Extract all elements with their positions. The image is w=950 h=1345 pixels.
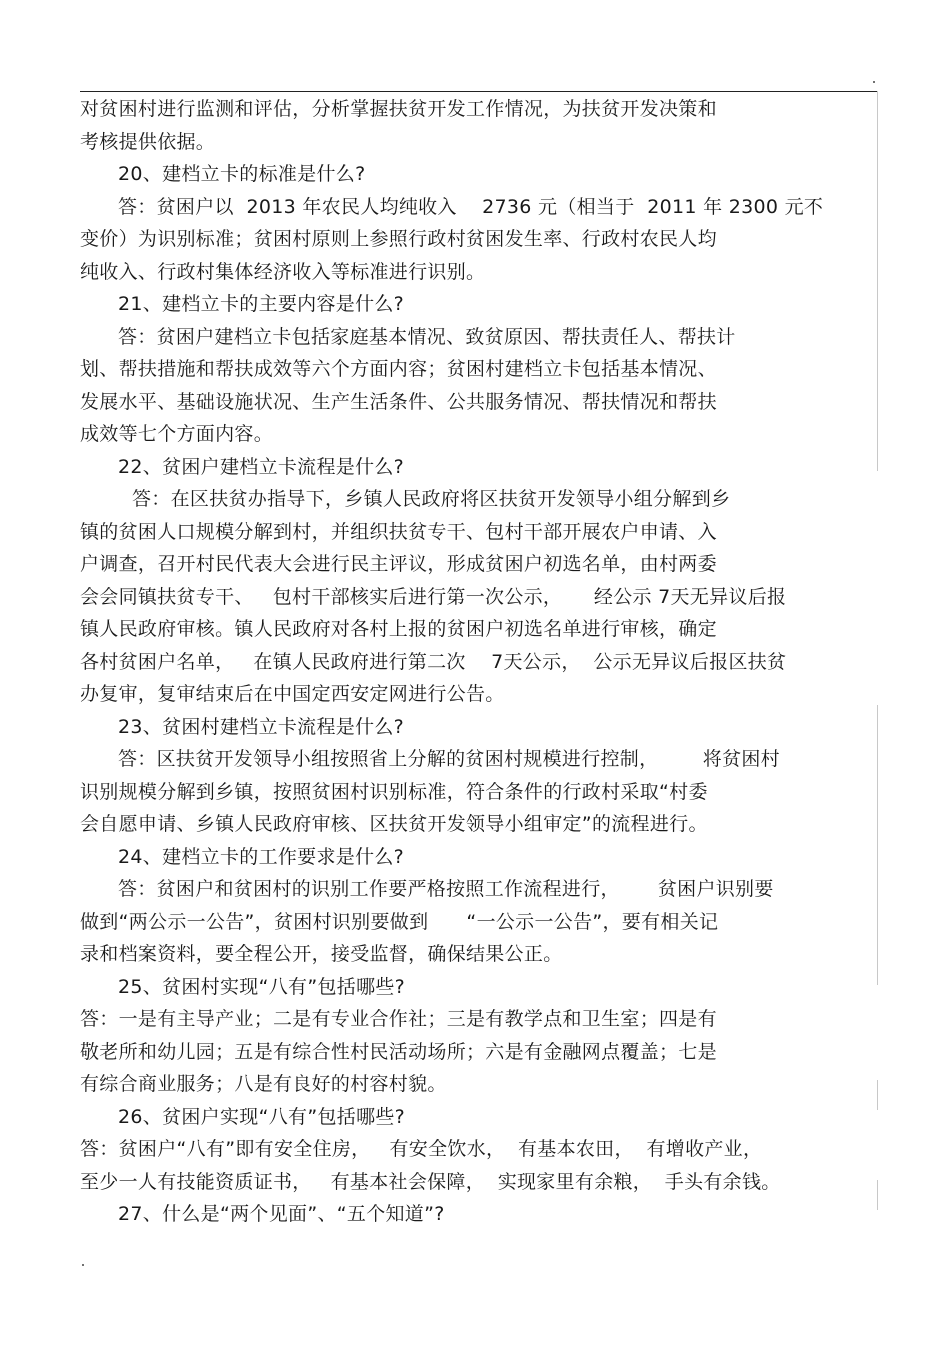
text-line: 至少一人有技能资质证书， 有基本社会保障， 实现家里有余粮， 手头有余钱。	[80, 1170, 781, 1193]
text-line: 变价）为识别标准；贫困村原则上参照行政村贫困发生率、行政村农民人均	[80, 228, 717, 250]
text-line: 答：区扶贫开发领导小组按照省上分解的贫困村规模进行控制， 将贫困村	[118, 748, 780, 770]
text-line: 21、建档立卡的主要内容是什么?	[118, 293, 405, 315]
text-line: 户调查，召开村民代表大会进行民主评议，形成贫困户初选名单，由村两委	[80, 553, 717, 575]
text-line: 识别规模分解到乡镇，按照贫困村识别标准，符合条件的行政村采取“村委	[80, 780, 708, 803]
text-line: 答：贫困户“八有”即有安全住房， 有安全饮水， 有基本农田， 有增收产业，	[80, 1138, 763, 1160]
text-line: 录和档案资料，要全程公开，接受监督，确保结果公正。	[80, 943, 563, 965]
text-line: 有综合商业服务；八是有良好的村容村貌。	[80, 1073, 447, 1095]
text-line: 25、贫困村实现“八有”包括哪些?	[118, 975, 406, 998]
text-line: 对贫困村进行监测和评估，分析掌握扶贫开发工作情况，为扶贫开发决策和	[80, 98, 717, 120]
text-line: 考核提供依据。	[80, 130, 216, 153]
text-line: 敬老所和幼儿园；五是有综合性村民活动场所；六是有金融网点覆盖；七是	[80, 1040, 717, 1063]
corner-mark	[873, 81, 875, 83]
text-line: 23、贫困村建档立卡流程是什么?	[118, 715, 405, 738]
text-line: 24、建档立卡的工作要求是什么?	[118, 845, 405, 868]
text-line: 镇的贫困人口规模分解到村，并组织扶贫专干、包村干部开展农户申请、入	[80, 520, 717, 543]
document-body	[80, 93, 880, 1231]
text-line: 做到“两公示一公告”，贫困村识别要做到 “一公示一公告”，要有相关记	[80, 910, 719, 933]
text-line: 发展水平、基础设施状况、生产生活条件、公共服务情况、帮扶情况和帮扶	[80, 390, 717, 413]
corner-mark	[82, 1264, 84, 1266]
text-line: 答：贫困户建档立卡包括家庭基本情况、致贫原因、帮扶责任人、帮扶计	[118, 325, 736, 348]
text-line: 纯收入、行政村集体经济收入等标准进行识别。	[80, 260, 486, 283]
text-line: 26、贫困户实现“八有”包括哪些?	[118, 1105, 406, 1128]
text-line: 办复审，复审结束后在中国定西安定网进行公告。	[80, 683, 505, 705]
text-line: 答：贫困户以 2013 年农民人均纯收入 2736 元（相当于 2011 年 2300 元不	[118, 195, 824, 218]
header-rule	[80, 91, 877, 92]
text-line: 22、贫困户建档立卡流程是什么?	[118, 455, 405, 478]
text-line: 各村贫困户名单， 在镇人民政府进行第二次 7天公示， 公示无异议后报区扶贫	[80, 650, 787, 673]
text-line: 27、什么是“两个见面”、“五个知道”?	[118, 1203, 445, 1225]
text-line: 答：在区扶贫办指导下，乡镇人民政府将区扶贫开发领导小组分解到乡	[132, 488, 731, 510]
text-line: 会会同镇扶贫专干、 包村干部核实后进行第一次公示， 经公示 7天无异议后报	[80, 585, 787, 608]
text-line: 答：贫困户和贫困村的识别工作要严格按照工作流程进行， 贫困户识别要	[118, 878, 774, 900]
text-line: 20、建档立卡的标准是什么?	[118, 163, 366, 185]
text-line: 划、帮扶措施和帮扶成效等六个方面内容；贫困村建档立卡包括基本情况、	[80, 358, 717, 380]
text-line: 答：一是有主导产业；二是有专业合作社；三是有教学点和卫生室；四是有	[80, 1008, 717, 1030]
text-line: 会自愿申请、乡镇人民政府审核、区扶贫开发领导小组审定”的流程进行。	[80, 813, 708, 835]
text-line: 成效等七个方面内容。	[80, 423, 274, 445]
text-line: 镇人民政府审核。镇人民政府对各村上报的贫困户初选名单进行审核，确定	[80, 618, 717, 640]
